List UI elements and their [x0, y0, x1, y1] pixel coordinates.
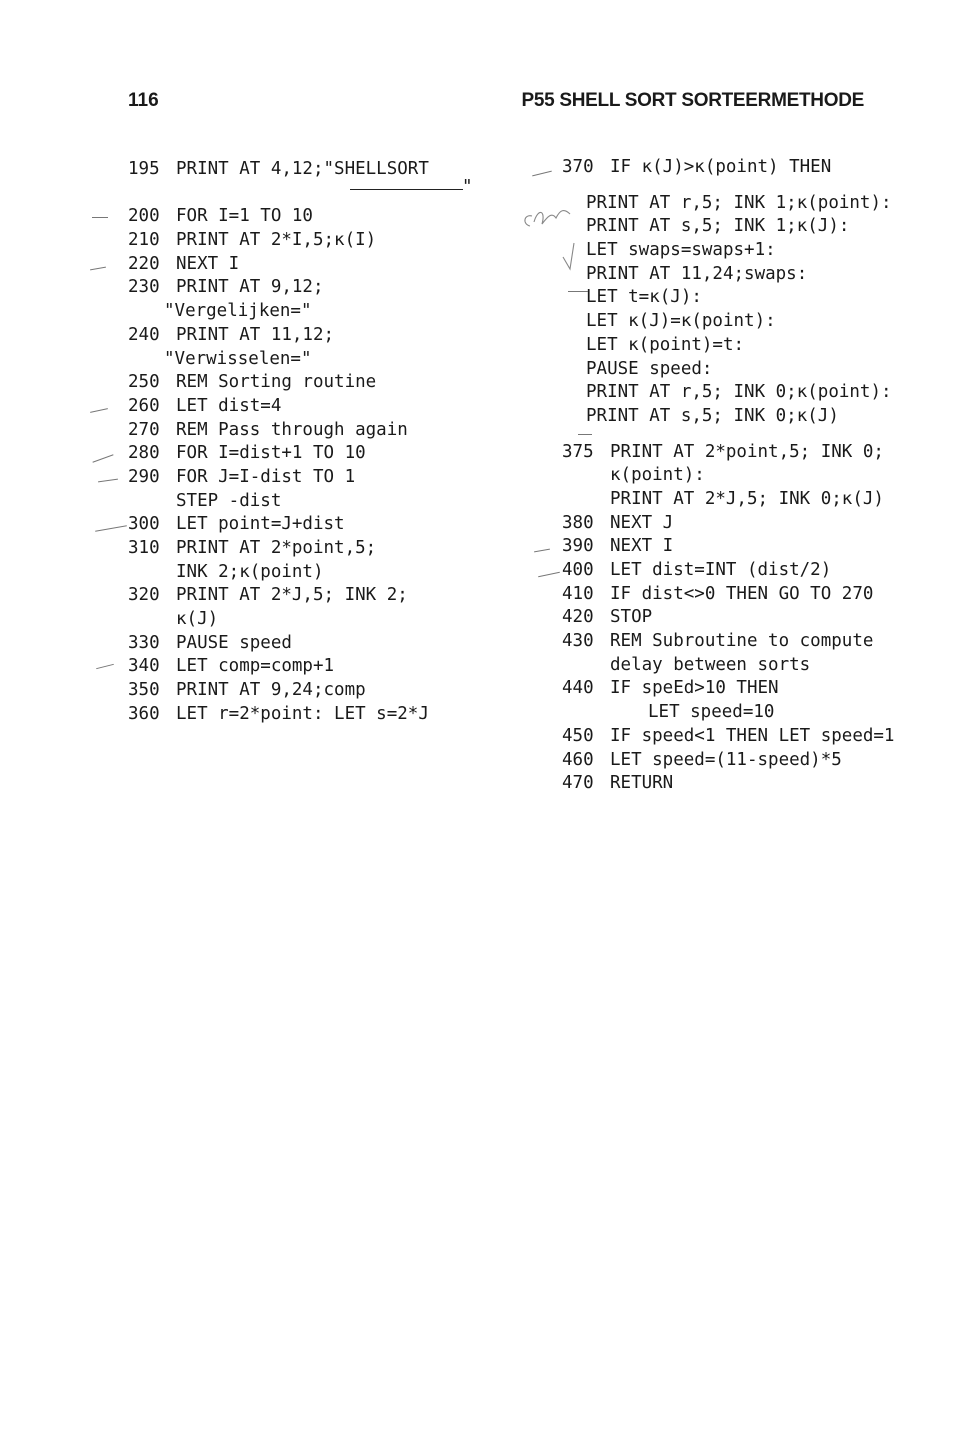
- title-underline-row: [128, 176, 508, 206]
- code-line-370-cont-7: LET κ(point)=t:: [586, 334, 745, 355]
- code-line-410: 410 IF dist<>0 THEN GO TO 270: [562, 583, 874, 604]
- page-title: P55 SHELL SORT SORTEERMETHODE: [521, 90, 864, 111]
- title-underline: [350, 189, 463, 190]
- pencil-tick-mark: [568, 291, 588, 292]
- code-line-400: 400 LET dist=INT (dist/2): [562, 560, 832, 580]
- code-line-375-cont-2: PRINT AT 2*J,5; INK 0;κ(J): [610, 488, 884, 509]
- code-line-375: 375 PRINT AT 2*point,5; INK 0;: [562, 441, 884, 462]
- code-line-370-cont-6: LET κ(J)=κ(point):: [586, 311, 776, 332]
- page-number: 116: [128, 90, 159, 111]
- pencil-tick-mark: [534, 549, 550, 553]
- code-line-370-cont-4: PRINT AT 11,24;swaps:: [586, 263, 808, 284]
- code-line-350: 350 PRINT AT 9,24;comp: [128, 680, 366, 701]
- code-line-310: 310 PRINT AT 2*point,5;: [128, 538, 377, 558]
- page-header: [0, 90, 970, 114]
- code-line-240-cont: "Verwisselen=": [164, 348, 312, 369]
- code-listing-left: [128, 158, 508, 727]
- code-line-330: 330 PAUSE speed: [128, 632, 292, 653]
- code-line-440-cont: LET speed=10: [648, 702, 775, 723]
- code-line-230: 230 PRINT AT 9,12;: [128, 277, 324, 298]
- code-line-460: 460 LET speed=(11-speed)*5: [562, 749, 842, 770]
- code-line-260: 260 LET dist=4: [128, 395, 282, 416]
- pencil-tick-mark: [92, 454, 113, 462]
- code-line-380: 380 NEXT J: [562, 512, 674, 533]
- pencil-tick-mark: [90, 267, 106, 271]
- pencil-tick-mark: [95, 525, 127, 532]
- code-line-200: 200 FOR I=1 TO 10: [128, 206, 313, 227]
- code-line-280: 280 FOR I=dist+1 TO 10: [128, 443, 366, 464]
- pencil-tick-mark: [96, 664, 114, 669]
- code-line-320: 320 PRINT AT 2*J,5; INK 2;: [128, 585, 408, 606]
- code-line-210: 210 PRINT AT 2*I,5;κ(I): [128, 230, 377, 251]
- code-line-370: 370 IF κ(J)>κ(point) THEN: [562, 157, 832, 177]
- code-line-440: 440 IF speEd>10 THEN: [562, 678, 779, 699]
- closing-quote: ": [462, 176, 473, 197]
- code-line-340: 340 LET comp=comp+1: [128, 656, 335, 677]
- code-line-270: 270 REM Pass through again: [128, 419, 408, 440]
- code-line-220: 220 NEXT I: [128, 253, 240, 274]
- code-line-290-cont: STEP -dist: [176, 490, 282, 511]
- code-line-230-cont: "Vergelijken=": [164, 301, 312, 322]
- code-line-370-cont-1: PRINT AT r,5; INK 1;κ(point):: [586, 192, 892, 213]
- code-line-430-cont: delay between sorts: [610, 654, 811, 675]
- code-line-430: 430 REM Subroutine to compute: [562, 631, 874, 652]
- pencil-tick-mark: [90, 408, 108, 413]
- code-line-420: 420 STOP: [562, 607, 653, 628]
- code-line-370-cont-10: PRINT AT s,5; INK 0;κ(J): [586, 405, 839, 426]
- code-line-240: 240 PRINT AT 11,12;: [128, 324, 335, 345]
- code-line-250: 250 REM Sorting routine: [128, 372, 377, 393]
- pencil-tick-mark: [92, 217, 108, 218]
- pencil-tick-mark: [98, 479, 118, 483]
- handwritten-scribble: [518, 196, 578, 236]
- code-line-370-cont-2: PRINT AT s,5; INK 1;κ(J):: [586, 216, 850, 237]
- pencil-tick-mark: [538, 572, 560, 578]
- code-line-370-cont-8: PAUSE speed:: [586, 358, 713, 379]
- code-line-470: 470 RETURN: [562, 773, 674, 794]
- check-mark-icon: [560, 235, 590, 275]
- code-line-300: 300 LET point=J+dist: [128, 514, 345, 535]
- code-line-290: 290 FOR J=I-dist TO 1: [128, 466, 356, 487]
- pencil-tick-mark: [532, 171, 552, 177]
- code-line-375-cont-1: κ(point):: [610, 465, 705, 486]
- code-line-370-cont-3: LET swaps=swaps+1:: [586, 240, 776, 261]
- code-line-360: 360 LET r=2*point: LET s=2*J: [128, 703, 429, 724]
- pencil-tick-mark: [578, 434, 592, 435]
- code-line-195: 195 PRINT AT 4,12;"SHELLSORT: [128, 159, 429, 179]
- code-line-450: 450 IF speed<1 THEN LET speed=1: [562, 725, 895, 746]
- code-line-370-cont-9: PRINT AT r,5; INK 0;κ(point):: [586, 382, 892, 403]
- code-line-320-cont: κ(J): [176, 609, 219, 630]
- code-listing-right: [562, 156, 962, 796]
- code-line-370-cont-5: LET t=κ(J):: [586, 287, 702, 308]
- code-line-390: 390 NEXT I: [562, 536, 674, 557]
- code-line-310-cont: INK 2;κ(point): [176, 561, 324, 582]
